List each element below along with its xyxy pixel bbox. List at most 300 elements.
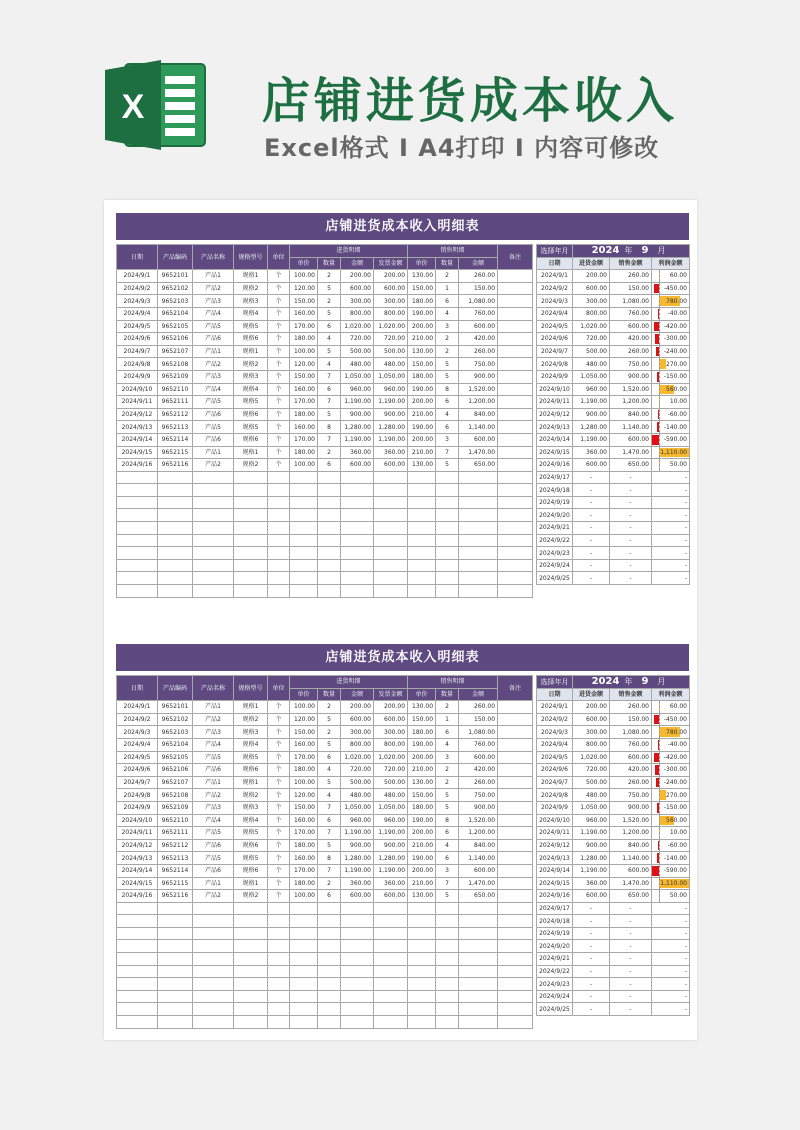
cell-spec[interactable]: 规格5 [234,396,268,409]
cell-s-price[interactable]: 130.00 [408,270,436,283]
cell-s-price[interactable]: 150.00 [408,282,436,295]
cell-unit[interactable] [268,1016,290,1029]
cell-date[interactable]: 2024/9/5 [117,320,158,333]
cell-p-price[interactable]: 180.00 [290,408,318,421]
cell-date[interactable] [117,978,158,991]
cell-p-price[interactable]: 180.00 [290,333,318,346]
cell-p-price[interactable]: 100.00 [290,776,318,789]
cell-date[interactable]: 2024/9/10 [117,814,158,827]
cell-s-qty[interactable]: 4 [436,408,459,421]
cell-code[interactable] [158,940,193,953]
cell-date[interactable]: 2024/9/14 [117,864,158,877]
cell-name[interactable] [193,1016,234,1029]
cell-note[interactable] [498,978,533,991]
cell-note[interactable] [498,990,533,1003]
cell-code[interactable]: 9652114 [158,864,193,877]
cell-spec[interactable]: 规格5 [234,320,268,333]
cell-p-price[interactable]: 120.00 [290,358,318,371]
cell-unit[interactable]: 个 [268,776,290,789]
cell-s-amount[interactable]: 260.00 [459,270,498,283]
cell-p-price[interactable] [290,522,318,535]
cell-name[interactable]: 产品2 [193,789,234,802]
cell-code[interactable]: 9652101 [158,270,193,283]
cell-p-invoice[interactable]: 600.00 [374,282,408,295]
cell-date[interactable]: 2024/9/14 [117,433,158,446]
cell-s-amount[interactable]: 750.00 [459,789,498,802]
cell-s-amount[interactable]: 1,470.00 [459,446,498,459]
cell-date[interactable]: 2024/9/4 [117,738,158,751]
cell-note[interactable] [498,965,533,978]
cell-date[interactable] [117,585,158,598]
cell-s-amount[interactable]: 760.00 [459,738,498,751]
cell-s-amount[interactable]: 900.00 [459,370,498,383]
cell-name[interactable]: 产品5 [193,852,234,865]
cell-s-price[interactable] [408,965,436,978]
cell-s-qty[interactable]: 3 [436,433,459,446]
cell-p-amount[interactable] [341,547,374,560]
cell-code[interactable]: 9652111 [158,396,193,409]
cell-s-price[interactable] [408,559,436,572]
cell-unit[interactable]: 个 [268,282,290,295]
cell-name[interactable] [193,940,234,953]
cell-p-amount[interactable]: 600.00 [341,713,374,726]
cell-p-amount[interactable] [341,509,374,522]
cell-note[interactable] [498,421,533,434]
cell-p-qty[interactable] [318,915,341,928]
cell-s-price[interactable]: 190.00 [408,738,436,751]
cell-spec[interactable]: 规格6 [234,764,268,777]
cell-name[interactable]: 产品1 [193,776,234,789]
cell-name[interactable] [193,965,234,978]
cell-date[interactable]: 2024/9/9 [117,801,158,814]
cell-s-qty[interactable]: 4 [436,307,459,320]
cell-code[interactable]: 9652104 [158,738,193,751]
cell-p-qty[interactable]: 2 [318,726,341,739]
cell-code[interactable]: 9652108 [158,358,193,371]
cell-spec[interactable]: 规格5 [234,421,268,434]
cell-date[interactable] [117,990,158,1003]
selected-year[interactable]: 2024 [591,245,620,257]
cell-p-invoice[interactable] [374,572,408,585]
cell-note[interactable] [498,776,533,789]
cell-p-qty[interactable]: 5 [318,713,341,726]
cell-code[interactable]: 9652111 [158,827,193,840]
cell-name[interactable]: 产品4 [193,307,234,320]
cell-p-invoice[interactable]: 800.00 [374,738,408,751]
cell-p-qty[interactable]: 6 [318,383,341,396]
cell-p-amount[interactable]: 1,190.00 [341,396,374,409]
cell-p-amount[interactable] [341,522,374,535]
cell-p-price[interactable]: 150.00 [290,726,318,739]
cell-spec[interactable]: 规格1 [234,701,268,714]
cell-code[interactable]: 9652105 [158,751,193,764]
cell-s-price[interactable]: 190.00 [408,307,436,320]
cell-p-amount[interactable]: 600.00 [341,459,374,472]
cell-s-qty[interactable] [436,940,459,953]
cell-s-price[interactable]: 180.00 [408,801,436,814]
cell-date[interactable]: 2024/9/2 [117,282,158,295]
cell-p-price[interactable]: 100.00 [290,890,318,903]
cell-s-qty[interactable]: 2 [436,333,459,346]
cell-unit[interactable] [268,965,290,978]
cell-p-amount[interactable] [341,1003,374,1016]
cell-s-amount[interactable]: 1,140.00 [459,421,498,434]
cell-p-qty[interactable] [318,471,341,484]
cell-p-amount[interactable]: 200.00 [341,701,374,714]
cell-p-amount[interactable] [341,940,374,953]
cell-code[interactable] [158,953,193,966]
cell-name[interactable]: 产品5 [193,396,234,409]
cell-note[interactable] [498,522,533,535]
cell-date[interactable] [117,509,158,522]
cell-p-invoice[interactable]: 720.00 [374,333,408,346]
cell-p-amount[interactable]: 1,050.00 [341,370,374,383]
cell-name[interactable]: 产品3 [193,726,234,739]
cell-p-invoice[interactable]: 500.00 [374,345,408,358]
cell-date[interactable] [117,471,158,484]
cell-s-amount[interactable]: 1,200.00 [459,396,498,409]
cell-spec[interactable] [234,522,268,535]
cell-note[interactable] [498,915,533,928]
cell-code[interactable]: 9652115 [158,877,193,890]
cell-s-qty[interactable]: 8 [436,814,459,827]
cell-s-price[interactable]: 180.00 [408,726,436,739]
cell-p-price[interactable] [290,484,318,497]
cell-p-invoice[interactable]: 1,190.00 [374,827,408,840]
cell-s-amount[interactable]: 600.00 [459,433,498,446]
cell-note[interactable] [498,839,533,852]
cell-p-amount[interactable]: 1,020.00 [341,751,374,764]
cell-date[interactable]: 2024/9/11 [117,827,158,840]
cell-date[interactable]: 2024/9/8 [117,358,158,371]
cell-note[interactable] [498,738,533,751]
cell-p-qty[interactable]: 6 [318,814,341,827]
cell-p-amount[interactable] [341,572,374,585]
cell-p-amount[interactable]: 1,050.00 [341,801,374,814]
cell-spec[interactable] [234,547,268,560]
cell-p-invoice[interactable]: 360.00 [374,446,408,459]
cell-s-qty[interactable]: 3 [436,320,459,333]
cell-p-invoice[interactable] [374,496,408,509]
cell-p-amount[interactable]: 800.00 [341,307,374,320]
cell-p-price[interactable] [290,509,318,522]
cell-code[interactable]: 9652113 [158,421,193,434]
cell-p-price[interactable]: 160.00 [290,383,318,396]
cell-code[interactable]: 9652101 [158,701,193,714]
cell-spec[interactable]: 规格2 [234,459,268,472]
cell-p-invoice[interactable]: 800.00 [374,307,408,320]
cell-unit[interactable]: 个 [268,751,290,764]
cell-p-price[interactable] [290,965,318,978]
cell-unit[interactable]: 个 [268,789,290,802]
cell-p-invoice[interactable] [374,978,408,991]
cell-name[interactable]: 产品2 [193,459,234,472]
cell-p-amount[interactable]: 900.00 [341,408,374,421]
cell-unit[interactable] [268,484,290,497]
cell-unit[interactable] [268,953,290,966]
cell-unit[interactable]: 个 [268,764,290,777]
cell-s-qty[interactable] [436,496,459,509]
cell-p-amount[interactable]: 720.00 [341,764,374,777]
cell-p-price[interactable]: 170.00 [290,827,318,840]
cell-p-amount[interactable]: 1,280.00 [341,852,374,865]
cell-p-qty[interactable]: 4 [318,789,341,802]
cell-unit[interactable] [268,940,290,953]
cell-code[interactable] [158,572,193,585]
cell-p-invoice[interactable]: 1,280.00 [374,852,408,865]
cell-p-price[interactable]: 160.00 [290,852,318,865]
cell-unit[interactable]: 个 [268,814,290,827]
cell-p-amount[interactable] [341,1016,374,1029]
cell-spec[interactable]: 规格3 [234,726,268,739]
cell-name[interactable] [193,902,234,915]
cell-p-invoice[interactable]: 300.00 [374,726,408,739]
cell-p-qty[interactable] [318,940,341,953]
cell-unit[interactable]: 个 [268,408,290,421]
cell-s-price[interactable]: 130.00 [408,345,436,358]
cell-date[interactable] [117,559,158,572]
cell-unit[interactable]: 个 [268,852,290,865]
cell-name[interactable]: 产品2 [193,713,234,726]
cell-name[interactable]: 产品6 [193,433,234,446]
cell-p-invoice[interactable] [374,559,408,572]
cell-p-price[interactable]: 170.00 [290,864,318,877]
cell-p-invoice[interactable]: 1,050.00 [374,370,408,383]
cell-p-invoice[interactable]: 200.00 [374,701,408,714]
cell-p-price[interactable] [290,990,318,1003]
cell-p-qty[interactable]: 7 [318,827,341,840]
cell-p-invoice[interactable] [374,915,408,928]
cell-s-price[interactable]: 180.00 [408,370,436,383]
cell-p-invoice[interactable]: 1,190.00 [374,864,408,877]
cell-code[interactable] [158,547,193,560]
cell-s-price[interactable] [408,902,436,915]
cell-s-amount[interactable]: 760.00 [459,307,498,320]
cell-note[interactable] [498,890,533,903]
cell-spec[interactable]: 规格6 [234,433,268,446]
cell-p-price[interactable]: 150.00 [290,801,318,814]
cell-p-qty[interactable] [318,965,341,978]
cell-p-amount[interactable]: 600.00 [341,890,374,903]
cell-s-price[interactable] [408,534,436,547]
cell-note[interactable] [498,713,533,726]
cell-p-qty[interactable]: 5 [318,345,341,358]
cell-unit[interactable]: 个 [268,396,290,409]
cell-name[interactable]: 产品1 [193,270,234,283]
cell-s-amount[interactable] [459,585,498,598]
cell-name[interactable] [193,547,234,560]
cell-note[interactable] [498,358,533,371]
cell-p-price[interactable] [290,1003,318,1016]
cell-p-price[interactable] [290,547,318,560]
cell-s-price[interactable]: 210.00 [408,877,436,890]
cell-s-price[interactable] [408,1016,436,1029]
cell-note[interactable] [498,1016,533,1029]
cell-p-amount[interactable] [341,496,374,509]
cell-code[interactable]: 9652105 [158,320,193,333]
cell-p-price[interactable]: 100.00 [290,701,318,714]
cell-date[interactable] [117,927,158,940]
cell-note[interactable] [498,953,533,966]
cell-s-qty[interactable]: 7 [436,446,459,459]
cell-spec[interactable]: 规格2 [234,358,268,371]
cell-s-amount[interactable] [459,496,498,509]
cell-spec[interactable]: 规格6 [234,333,268,346]
cell-note[interactable] [498,852,533,865]
cell-note[interactable] [498,446,533,459]
cell-p-qty[interactable] [318,1003,341,1016]
cell-name[interactable] [193,1003,234,1016]
cell-note[interactable] [498,534,533,547]
cell-p-invoice[interactable]: 300.00 [374,295,408,308]
cell-s-amount[interactable]: 1,520.00 [459,383,498,396]
cell-p-invoice[interactable]: 360.00 [374,877,408,890]
cell-spec[interactable]: 规格5 [234,852,268,865]
cell-p-amount[interactable]: 500.00 [341,776,374,789]
cell-p-qty[interactable]: 4 [318,358,341,371]
cell-date[interactable]: 2024/9/16 [117,890,158,903]
cell-p-price[interactable]: 120.00 [290,282,318,295]
cell-note[interactable] [498,585,533,598]
cell-p-invoice[interactable]: 960.00 [374,383,408,396]
cell-unit[interactable] [268,471,290,484]
cell-note[interactable] [498,877,533,890]
cell-date[interactable] [117,572,158,585]
cell-unit[interactable]: 个 [268,701,290,714]
cell-s-price[interactable]: 130.00 [408,459,436,472]
cell-name[interactable] [193,471,234,484]
cell-date[interactable] [117,902,158,915]
cell-p-qty[interactable]: 4 [318,764,341,777]
cell-s-amount[interactable] [459,534,498,547]
cell-unit[interactable] [268,585,290,598]
cell-unit[interactable]: 个 [268,864,290,877]
cell-p-invoice[interactable]: 1,280.00 [374,421,408,434]
cell-name[interactable]: 产品6 [193,764,234,777]
cell-p-invoice[interactable] [374,902,408,915]
cell-date[interactable] [117,496,158,509]
cell-name[interactable] [193,509,234,522]
cell-p-amount[interactable]: 600.00 [341,282,374,295]
cell-s-qty[interactable] [436,965,459,978]
cell-code[interactable] [158,915,193,928]
cell-p-price[interactable] [290,471,318,484]
cell-p-qty[interactable]: 5 [318,307,341,320]
cell-s-amount[interactable]: 750.00 [459,358,498,371]
cell-s-qty[interactable]: 2 [436,270,459,283]
cell-note[interactable] [498,827,533,840]
cell-name[interactable]: 产品4 [193,383,234,396]
cell-s-qty[interactable]: 5 [436,370,459,383]
cell-note[interactable] [498,1003,533,1016]
cell-s-amount[interactable] [459,953,498,966]
cell-spec[interactable] [234,940,268,953]
cell-code[interactable]: 9652108 [158,789,193,802]
cell-s-amount[interactable]: 600.00 [459,320,498,333]
cell-spec[interactable] [234,902,268,915]
cell-p-price[interactable]: 100.00 [290,270,318,283]
cell-unit[interactable]: 个 [268,459,290,472]
cell-s-qty[interactable] [436,585,459,598]
cell-s-price[interactable]: 180.00 [408,295,436,308]
cell-code[interactable]: 9652115 [158,446,193,459]
cell-name[interactable] [193,585,234,598]
cell-s-amount[interactable]: 150.00 [459,713,498,726]
cell-p-invoice[interactable]: 1,190.00 [374,396,408,409]
cell-s-amount[interactable]: 420.00 [459,764,498,777]
cell-s-price[interactable]: 150.00 [408,713,436,726]
cell-note[interactable] [498,408,533,421]
cell-s-price[interactable]: 200.00 [408,864,436,877]
cell-s-qty[interactable] [436,953,459,966]
cell-p-price[interactable] [290,1016,318,1029]
cell-date[interactable]: 2024/9/4 [117,307,158,320]
cell-s-amount[interactable] [459,978,498,991]
cell-code[interactable] [158,927,193,940]
cell-s-qty[interactable] [436,572,459,585]
cell-code[interactable] [158,509,193,522]
cell-s-qty[interactable] [436,990,459,1003]
cell-unit[interactable]: 个 [268,333,290,346]
cell-code[interactable]: 9652113 [158,852,193,865]
cell-name[interactable]: 产品1 [193,877,234,890]
cell-code[interactable] [158,471,193,484]
cell-p-invoice[interactable]: 480.00 [374,358,408,371]
cell-p-qty[interactable]: 8 [318,421,341,434]
cell-date[interactable]: 2024/9/3 [117,295,158,308]
cell-p-price[interactable]: 160.00 [290,814,318,827]
cell-s-amount[interactable]: 900.00 [459,801,498,814]
cell-unit[interactable] [268,534,290,547]
cell-p-price[interactable]: 170.00 [290,320,318,333]
cell-s-qty[interactable]: 5 [436,358,459,371]
cell-s-qty[interactable] [436,1016,459,1029]
cell-s-amount[interactable]: 650.00 [459,890,498,903]
cell-s-qty[interactable]: 8 [436,383,459,396]
cell-note[interactable] [498,333,533,346]
cell-p-invoice[interactable] [374,522,408,535]
cell-s-qty[interactable]: 6 [436,827,459,840]
cell-name[interactable]: 产品2 [193,358,234,371]
cell-s-amount[interactable]: 600.00 [459,864,498,877]
cell-date[interactable]: 2024/9/12 [117,839,158,852]
cell-p-invoice[interactable]: 600.00 [374,713,408,726]
cell-unit[interactable]: 个 [268,738,290,751]
cell-p-price[interactable]: 170.00 [290,751,318,764]
cell-s-qty[interactable]: 1 [436,713,459,726]
cell-spec[interactable]: 规格3 [234,370,268,383]
cell-date[interactable]: 2024/9/15 [117,446,158,459]
cell-s-amount[interactable]: 600.00 [459,751,498,764]
cell-name[interactable]: 产品4 [193,814,234,827]
cell-s-price[interactable]: 150.00 [408,358,436,371]
cell-s-amount[interactable] [459,902,498,915]
cell-p-qty[interactable] [318,953,341,966]
cell-s-price[interactable] [408,915,436,928]
cell-name[interactable] [193,559,234,572]
cell-p-price[interactable]: 170.00 [290,433,318,446]
cell-date[interactable]: 2024/9/13 [117,421,158,434]
cell-unit[interactable] [268,1003,290,1016]
cell-date[interactable]: 2024/9/7 [117,776,158,789]
cell-s-qty[interactable]: 6 [436,396,459,409]
cell-p-invoice[interactable]: 1,190.00 [374,433,408,446]
cell-code[interactable] [158,978,193,991]
cell-name[interactable] [193,978,234,991]
cell-date[interactable] [117,522,158,535]
year-month-selector[interactable] [573,245,690,258]
cell-p-amount[interactable]: 300.00 [341,295,374,308]
